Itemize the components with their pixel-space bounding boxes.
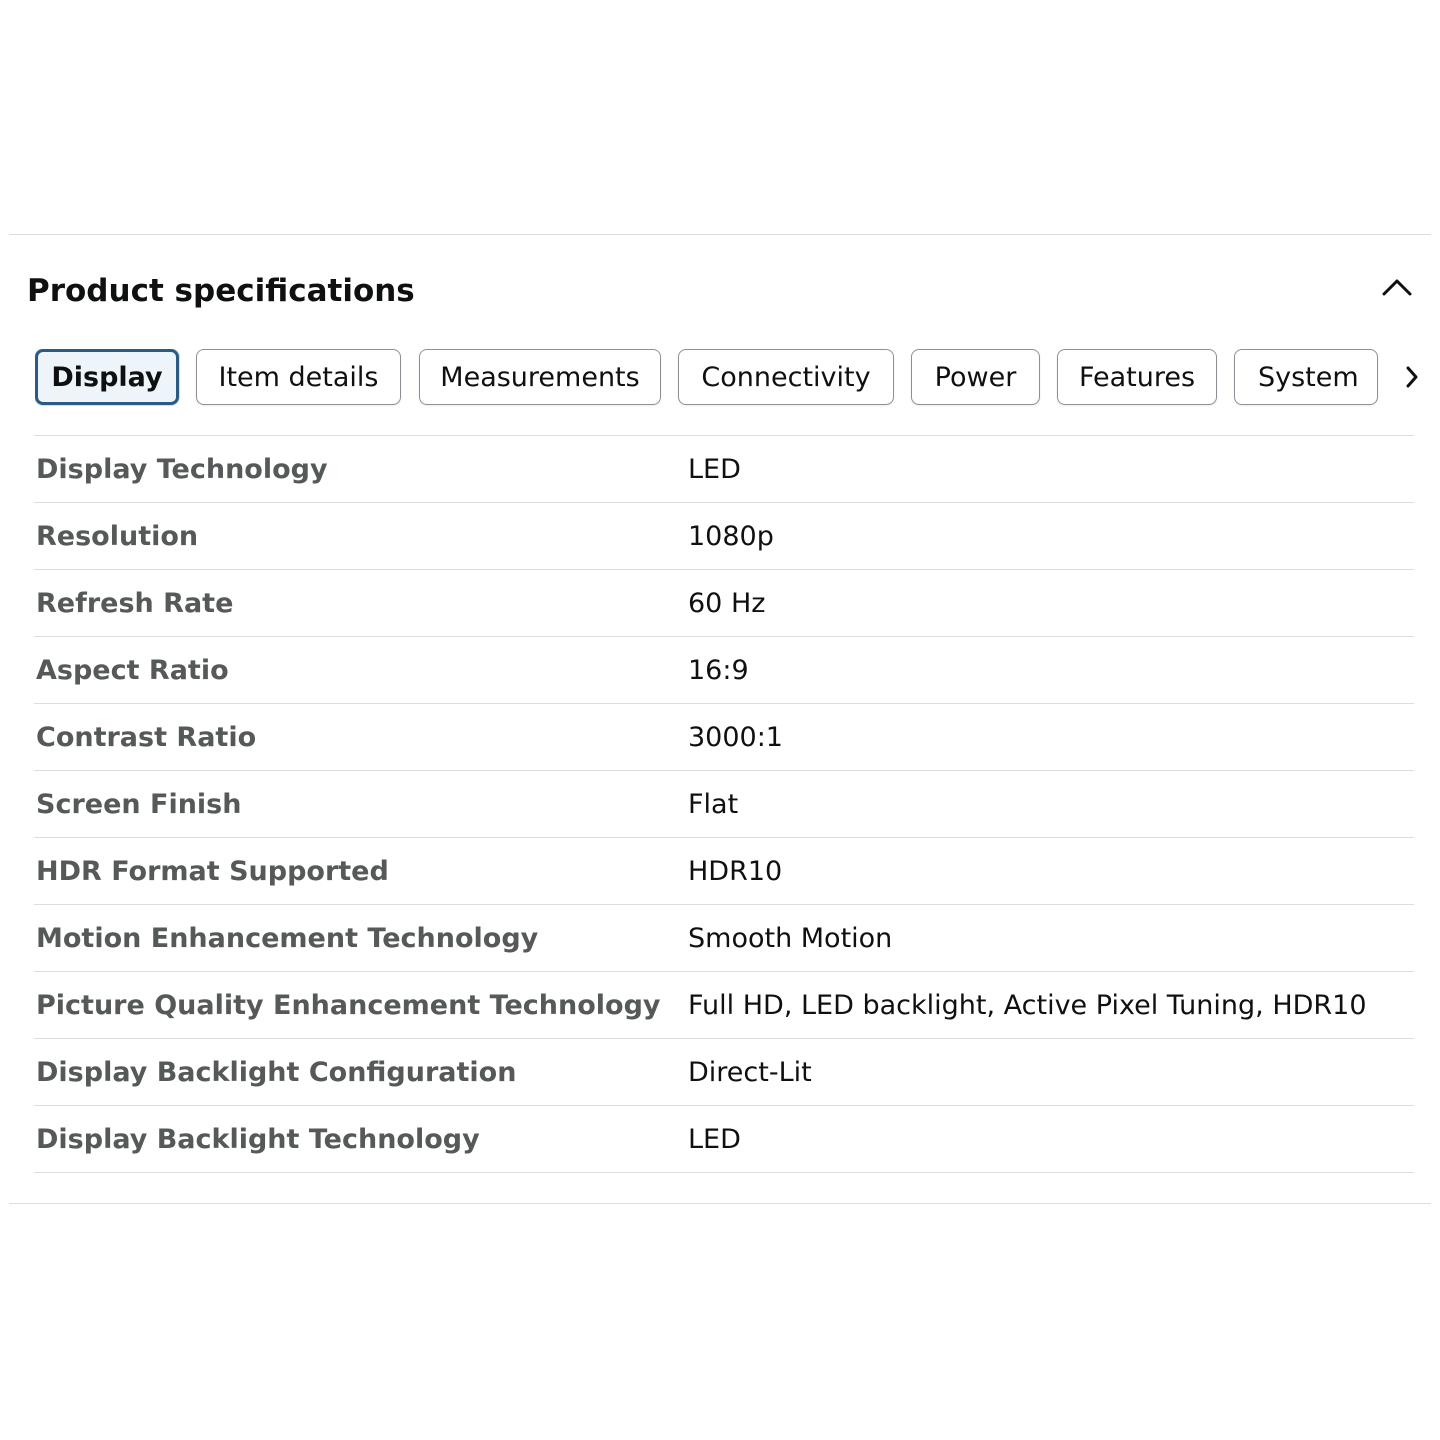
table-row xyxy=(34,1039,1414,1106)
spec-label: Display Backlight Technology xyxy=(36,1123,480,1155)
spec-value: 16:9 xyxy=(688,654,749,686)
tab-power[interactable]: Power xyxy=(911,349,1040,405)
spec-label: Resolution xyxy=(36,520,199,552)
spec-label: Picture Quality Enhancement Technology xyxy=(36,989,661,1021)
spec-label: Display Backlight Configuration xyxy=(36,1056,517,1088)
tab-system[interactable]: System xyxy=(1234,349,1378,405)
spec-tabs xyxy=(35,349,1421,409)
table-row xyxy=(34,637,1414,704)
spec-value: 1080p xyxy=(688,520,774,552)
tab-display[interactable]: Display xyxy=(35,349,179,405)
spec-value: LED xyxy=(688,453,741,485)
spec-label: Screen Finish xyxy=(36,788,242,820)
table-row xyxy=(34,972,1414,1039)
table-row xyxy=(34,838,1414,905)
spec-value: 3000:1 xyxy=(688,721,783,753)
spec-value: Flat xyxy=(688,788,739,820)
chevron-right-icon xyxy=(1404,365,1420,389)
table-row xyxy=(34,905,1414,972)
product-specifications-panel xyxy=(9,234,1431,1204)
chevron-up-icon xyxy=(1381,277,1413,297)
table-row xyxy=(34,704,1414,771)
spec-label: Contrast Ratio xyxy=(36,721,257,753)
spec-label: Refresh Rate xyxy=(36,587,234,619)
table-row xyxy=(34,436,1414,503)
spec-value: Full HD, LED backlight, Active Pixel Tuning, HDR10 xyxy=(688,989,1367,1021)
tab-measurements[interactable]: Measurements xyxy=(419,349,661,405)
spec-label: Motion Enhancement Technology xyxy=(36,922,539,954)
tab-connectivity[interactable]: Connectivity xyxy=(678,349,894,405)
table-row xyxy=(34,771,1414,838)
table-row xyxy=(34,503,1414,570)
spec-value: HDR10 xyxy=(688,855,783,887)
spec-label: Aspect Ratio xyxy=(36,654,229,686)
spec-table xyxy=(34,435,1414,1173)
tabs-scroll-right-button[interactable] xyxy=(1395,349,1421,405)
spec-value: LED xyxy=(688,1123,741,1155)
table-row xyxy=(34,570,1414,637)
collapse-button[interactable] xyxy=(1377,271,1417,303)
section-title: Product specifications xyxy=(27,273,415,309)
spec-value: 60 Hz xyxy=(688,587,766,619)
table-row xyxy=(34,1106,1414,1173)
spec-value: Smooth Motion xyxy=(688,922,893,954)
tab-features[interactable]: Features xyxy=(1057,349,1217,405)
spec-value: Direct-Lit xyxy=(688,1056,812,1088)
tab-item-details[interactable]: Item details xyxy=(196,349,401,405)
spec-label: HDR Format Supported xyxy=(36,855,389,887)
spec-label: Display Technology xyxy=(36,453,328,485)
